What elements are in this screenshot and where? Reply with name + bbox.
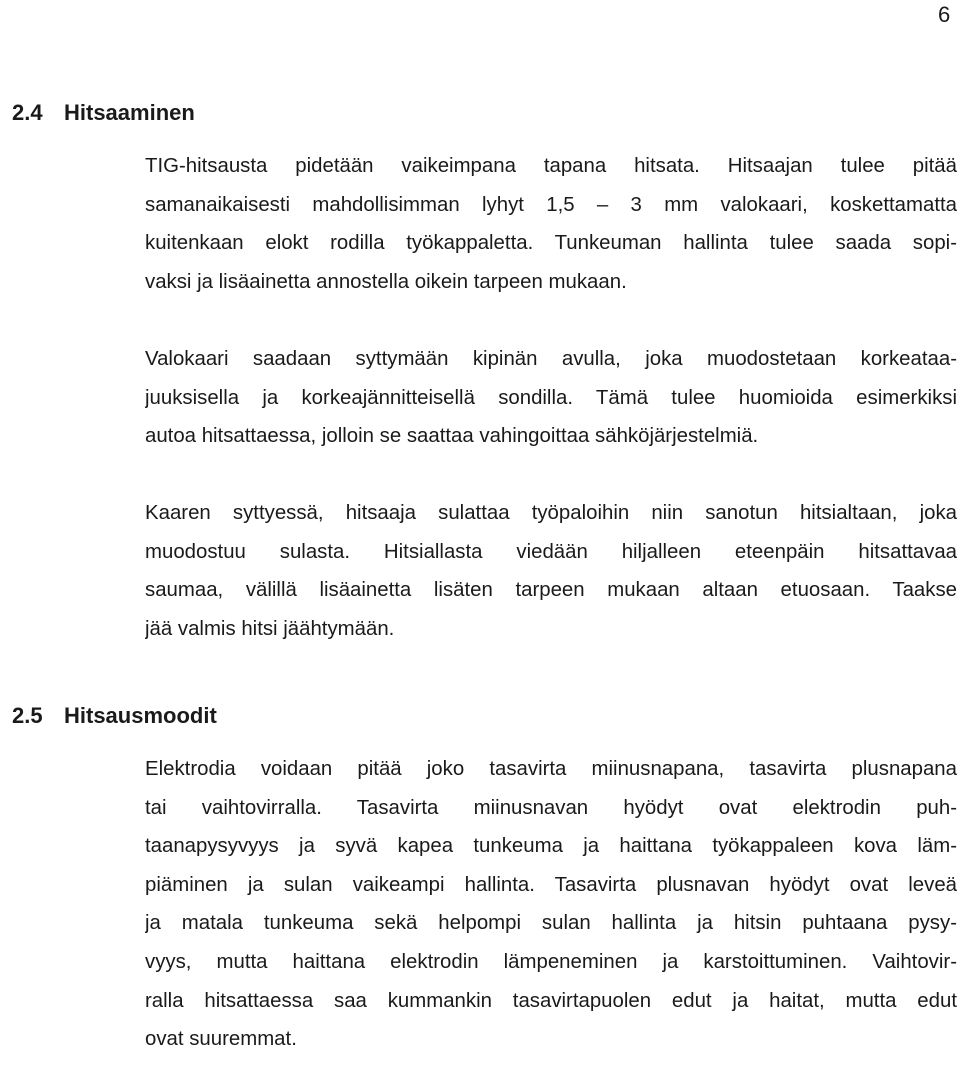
text-line: Kaaren syttyessä, hitsaaja sulattaa työpaloihin niin sanotun hitsialtaan, joka [145,502,957,524]
paragraph-arc-ignition [145,340,957,456]
page-number: 6 [938,2,951,27]
section-heading-hitsaaminen [12,100,195,126]
section-number: 2.5 [12,703,43,728]
text-line: saumaa, välillä lisäainetta lisäten tarpeen mukaan altaan etuosaan. Taakse [145,579,957,602]
text-line: muodostuu sulasta. Hitsiallasta viedään hiljalleen eteenpäin hitsattavaa [145,540,957,563]
text-line: samanaikaisesti mahdollisimman lyhyt 1,5 – 3 mm valokaari, koskettamatta [145,193,957,216]
text-line: juuksisella ja korkeajännitteisellä sondilla. Tämä tulee huomioida esimerkiksi [145,386,957,409]
text-line: Elektrodia voidaan pitää joko tasavirta miinusnapana, tasavirta plusnapana [145,758,957,780]
text-line: Valokaari saadaan syttymään kipinän avulla, joka muodostetaan korkeataa- [145,348,957,370]
text-line: jää valmis hitsi jäähtymään. [145,617,395,640]
section-number: 2.4 [12,100,43,125]
paragraph-polarity-modes [145,750,957,1059]
text-line: vaksi ja lisäainetta annostella oikein tarpeen mukaan. [145,270,627,293]
paragraph-weld-pool [145,494,957,648]
text-line: TIG-hitsausta pidetään vaikeimpana tapana hitsata. Hitsaajan tulee pitää [145,155,957,177]
text-line: kuitenkaan elokt rodilla työkappaletta. Tunkeuman hallinta tulee saada sopi- [145,232,957,255]
section-title: Hitsaaminen [64,100,195,125]
text-line: ja matala tunkeuma sekä helpompi sulan hallinta ja hitsin puhtaana pysy- [145,912,957,935]
text-line: ralla hitsattaessa saa kummankin tasavirtapuolen edut ja haitat, mutta edut [145,989,957,1012]
section-heading-hitsausmoodit [12,703,217,729]
text-line: tai vaihtovirralla. Tasavirta miinusnavan hyödyt ovat elektrodin puh- [145,796,957,819]
text-line: ovat suuremmat. [145,1028,297,1051]
text-line: vyys, mutta haittana elektrodin lämpeneminen ja karstoittuminen. Vaihtovir- [145,950,957,973]
text-line: taanapysyvyys ja syvä kapea tunkeuma ja haittana työkappaleen kova läm- [145,835,957,858]
section-title: Hitsausmoodit [64,703,217,728]
text-line: autoa hitsattaessa, jolloin se saattaa vahingoittaa sähköjärjestelmiä. [145,425,759,448]
paragraph-tig-difficulty [145,147,957,301]
text-line: piäminen ja sulan vaikeampi hallinta. Tasavirta plusnavan hyödyt ovat leveä [145,873,957,896]
